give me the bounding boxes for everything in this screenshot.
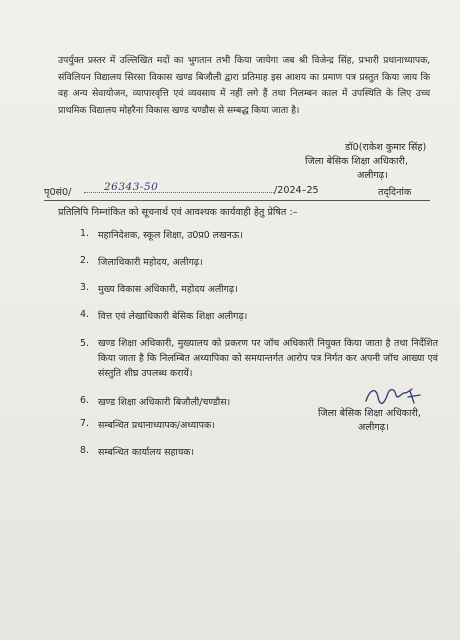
list-item: 8. सम्बन्धित कार्यालय सहायक। xyxy=(80,445,195,458)
signatory-designation: जिला बेसिक शिक्षा अधिकारी, xyxy=(305,156,408,167)
list-item: 4. वित्त एवं लेखाधिकारी बेसिक शिक्षा अलीगढ़। xyxy=(80,309,248,322)
reference-line xyxy=(44,181,430,201)
signatory-place: अलीगढ़। xyxy=(358,422,389,433)
list-item: 3. मुख्य विकास अधिकारी, महोदय अलीगढ़। xyxy=(80,282,238,295)
list-item: 2. जिलाधिकारी महोदय, अलीगढ़। xyxy=(80,255,203,268)
reference-prefix: पृ0सं0/ xyxy=(44,187,72,198)
signatory-block-bottom xyxy=(318,407,448,435)
signatory-designation: जिला बेसिक शिक्षा अधिकारी, xyxy=(318,408,421,419)
list-item: 1. महानिदेशक, स्कूल शिक्षा, उ0प्र0 लखनऊ। xyxy=(80,228,243,241)
reference-number-handwritten: 26343-50 xyxy=(104,181,159,193)
list-item: 5. खण्ड शिक्षा अधिकारी, मुख्यालय को प्रकरण पर जॉच अधिकारी नियुक्त किया जाता है तथा निर्देशित किया जाता है कि निलम्बित अध्यापिका को समयान्तर्गत आरोप पत्र निर्गत कर अपनी जॉच आख्या एवं संस्तुति शीघ्र उपलब्ध करायें। xyxy=(80,338,438,379)
signatory-place: अलीगढ़। xyxy=(357,170,388,181)
list-item: 7. सम्बन्धित प्रधानाध्यापक/अध्यापक। xyxy=(80,418,215,431)
copy-intro: प्रतिलिपि निम्नांकित को सूचनार्थ एवं आवश्यक कार्यवाही हेतु प्रेषित :– xyxy=(58,207,298,218)
list-item: 6. खण्ड शिक्षा अधिकारी बिजौली/चण्डौस। xyxy=(80,395,231,408)
handwritten-signature xyxy=(364,383,424,409)
signatory-block-top xyxy=(305,141,445,183)
body-paragraph: उपर्युक्त प्रस्तर में उल्लिखित मदों का भुगतान तभी किया जायेगा जब श्री विजेन्द्र सिंह, प्रभारी प्रधानाध्यापक, संविलियन विद्यालय सिरसा विकास खण्ड बिजौली द्वारा प्रतिमाह इस आशय का प्रमाण पत्र प्रस्तुत किया जाय कि वह अन्य सेवायोजन, व्यापारवृत्ति एवं व्यवसाय में नहीं लगे हैं तथा निलम्बन काल में उपस्थिति के लिए उच्च प्राथमिक विद्यालय मोहरैना विकास खण्ड चण्डौस से सम्बद्ध किया जाता है। xyxy=(58,55,430,116)
reference-year: /2024–25 xyxy=(274,185,319,196)
signatory-name: डॉ0(राकेश कुमार सिंह) xyxy=(345,142,427,153)
reference-date-label: तद्‌दिनांक xyxy=(378,187,412,198)
